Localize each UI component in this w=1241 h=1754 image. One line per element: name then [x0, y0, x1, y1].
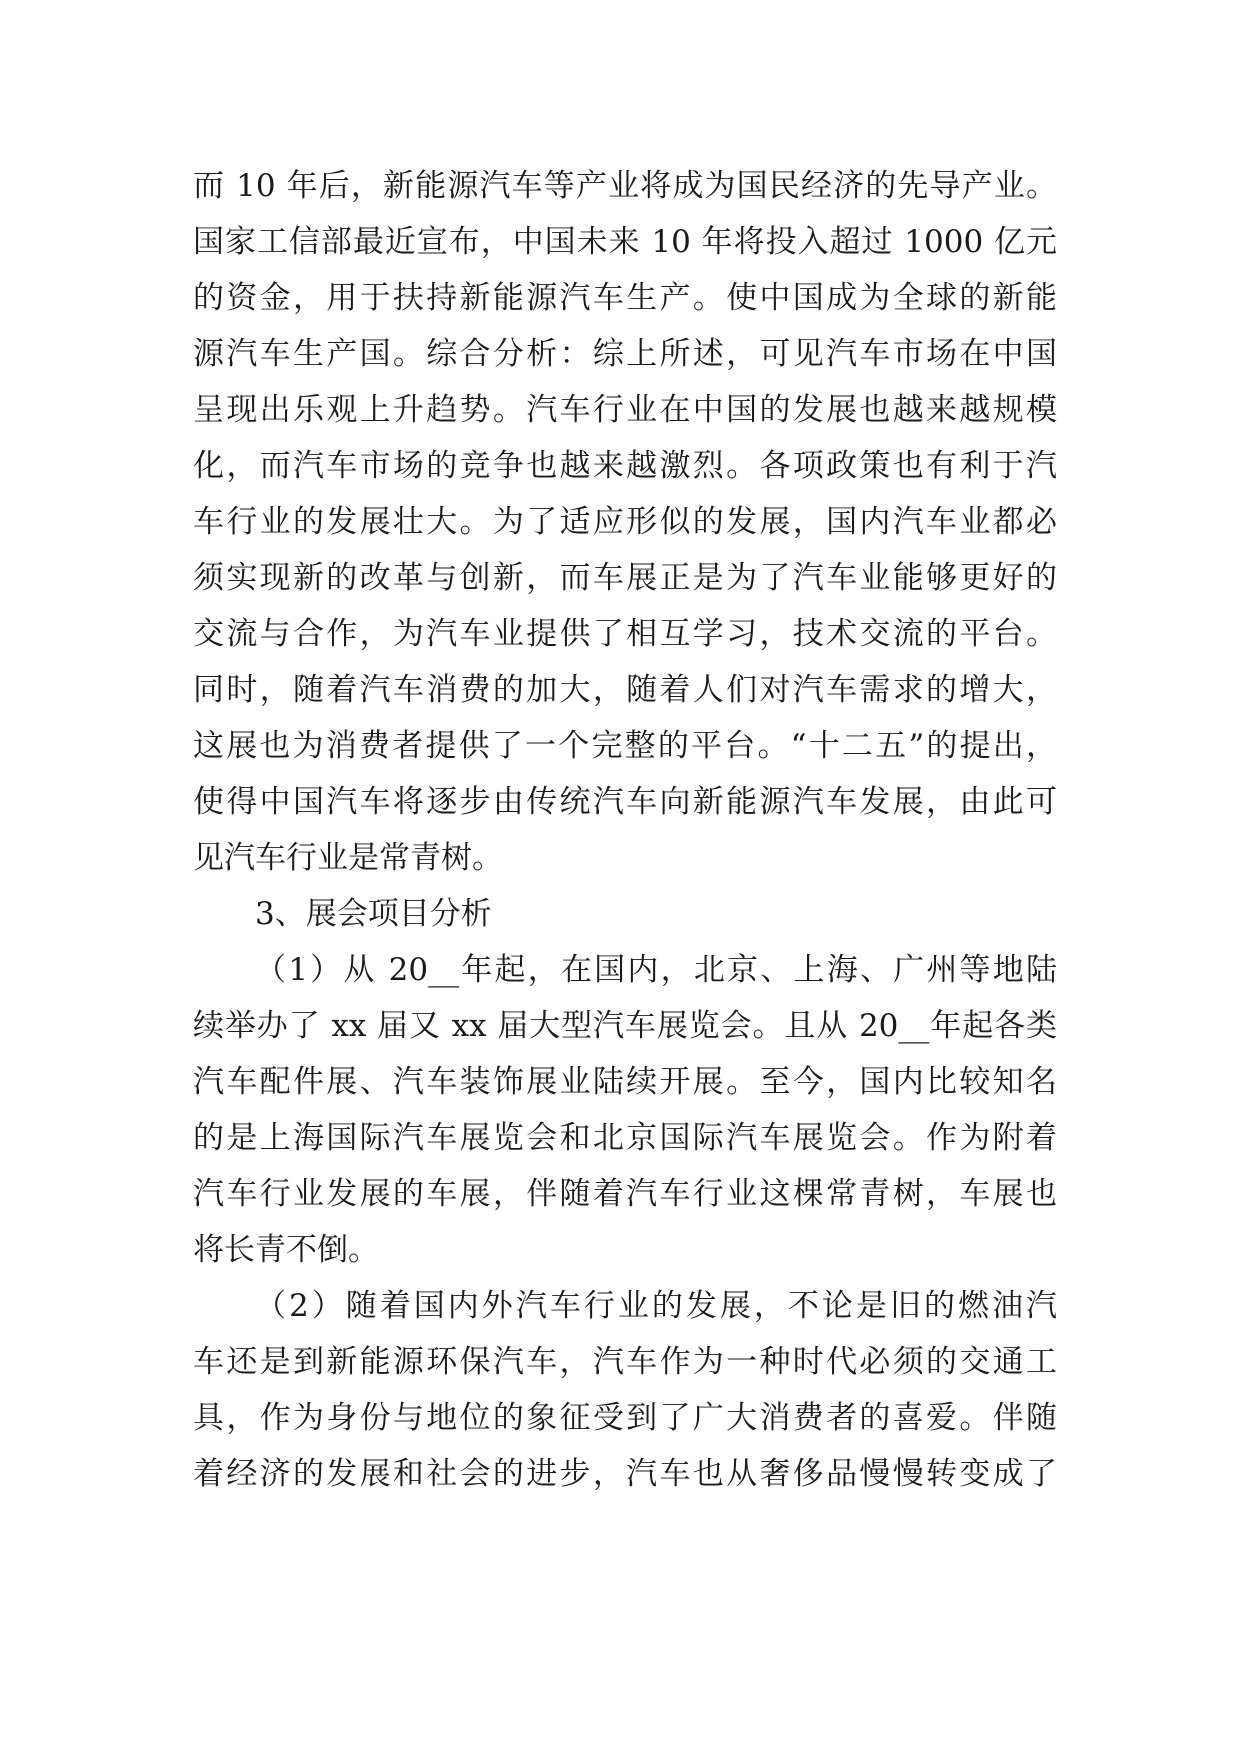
text-line: 汽车配件展、汽车装饰展业陆续开展。至今，国内比较知名	[193, 1064, 1057, 1100]
text-line: 同时，随着汽车消费的加大，随着人们对汽车需求的增大，	[193, 672, 1057, 708]
text-line: 的是上海国际汽车展览会和北京国际汽车展览会。作为附着	[193, 1120, 1057, 1156]
text-line: 见汽车行业是常青树。	[193, 840, 503, 876]
text-line: 车行业的发展壮大。为了适应形似的发展，国内汽车业都必	[193, 504, 1057, 540]
text-line: 使得中国汽车将逐步由传统汽车向新能源汽车发展，由此可	[193, 784, 1057, 820]
body-text	[193, 158, 1057, 1502]
text-line: 这展也为消费者提供了一个完整的平台。“十二五”的提出，	[193, 728, 1057, 764]
text-line: 汽车行业发展的车展，伴随着汽车行业这棵常青树，车展也	[193, 1176, 1057, 1212]
text-line: 将长青不倒。	[193, 1232, 379, 1268]
text-line: 续举办了 xx 届又 xx 届大型汽车展览会。且从 20__年起各类	[193, 1008, 1057, 1044]
text-line: 的资金，用于扶持新能源汽车生产。使中国成为全球的新能	[193, 280, 1057, 316]
text-line: （2）随着国内外汽车行业的发展，不论是旧的燃油汽	[255, 1288, 1057, 1324]
text-line: 着经济的发展和社会的进步，汽车也从奢侈品慢慢转变成了	[193, 1456, 1057, 1492]
text-line: （1）从 20__年起，在国内，北京、上海、广州等地陆	[255, 952, 1057, 988]
text-line: 3、展会项目分析	[255, 896, 492, 932]
text-line: 国家工信部最近宣布，中国未来 10 年将投入超过 1000 亿元	[193, 224, 1057, 260]
text-line: 呈现出乐观上升趋势。汽车行业在中国的发展也越来越规模	[193, 392, 1057, 428]
text-line: 源汽车生产国。综合分析：综上所述，可见汽车市场在中国	[193, 336, 1057, 372]
text-line: 而 10 年后，新能源汽车等产业将成为国民经济的先导产业。	[193, 168, 1057, 204]
text-line: 交流与合作，为汽车业提供了相互学习，技术交流的平台。	[193, 616, 1057, 652]
text-line: 车还是到新能源环保汽车，汽车作为一种时代必须的交通工	[193, 1344, 1057, 1380]
text-line: 须实现新的改革与创新，而车展正是为了汽车业能够更好的	[193, 560, 1057, 596]
text-line: 化，而汽车市场的竞争也越来越激烈。各项政策也有利于汽	[193, 448, 1057, 484]
text-line: 具，作为身份与地位的象征受到了广大消费者的喜爱。伴随	[193, 1400, 1057, 1436]
